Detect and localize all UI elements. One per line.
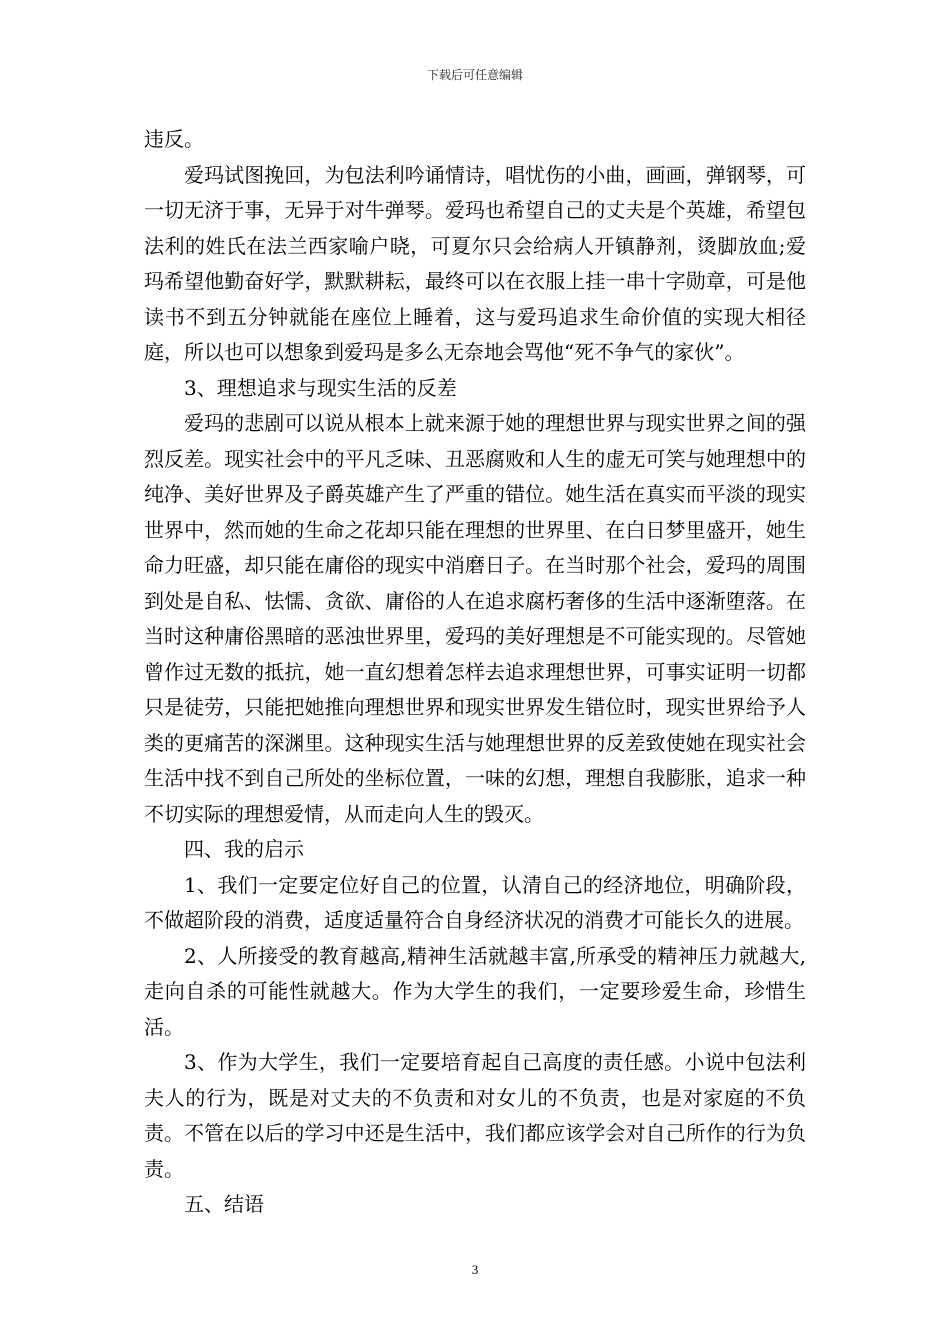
section-heading-inspiration: 四、我的启示 (184, 837, 304, 861)
paragraph-point-1: 1、我们一定要定位好自己的位置，认清自己的经济地位，明确阶段，不做超阶段的消费，适度适量符合自身经济状况的消费才可能长久的进展。 (144, 872, 806, 932)
section-heading-contrast: 3、理想追求与现实生活的反差 (184, 375, 457, 400)
document-body (144, 122, 806, 1223)
paragraph-tragedy: 爱玛的悲剧可以说从根本上就来源于她的理想世界与现实世界之间的强烈反差。现实社会中的平凡乏味、丑恶腐败和人生的虚无可笑与她理想中的纯净、美好世界及子爵英雄产生了严重的错位。她生活在真实而平淡的现实世界中，然而她的生命之花却只能在理想的世界里、在白日梦里盛开，她生命力旺盛，却只能在庸俗的现实中消磨日子。在当时那个社会，爱玛的周围到处是自私、怯懦、贪欲、庸俗的人在追求腐朽奢侈的生活中逐渐堕落。在当时这种庸俗黑暗的恶浊世界里，爱玛的美好理想是不可能实现的。尽管她曾作过无数的抵抗，她一直幻想着怎样去追求理想世界，可事实证明一切都只是徒劳，只能把她推向理想世界和现实世界发生错位时，现实世界给予人类的更痛苦的深渊里。这种现实生活与她理想世界的反差致使她在现实社会生活中找不到自己所处的坐标位置，一味的幻想，理想自我膨胀，追求一种不切实际的理想爱情，从而走向人生的毁灭。 (144, 411, 806, 826)
section-heading-conclusion: 五、结语 (184, 1192, 264, 1216)
page-number: 3 (471, 1262, 479, 1277)
paragraph-point-2: 2、人所接受的教育越高,精神生活就越丰富,所承受的精神压力就越大,走向自杀的可能性就越大。作为大学生的我们，一定要珍爱生命，珍惜生活。 (144, 943, 806, 1039)
paragraph-continuation: 违反。 (144, 127, 204, 151)
paragraph-point-3: 3、作为大学生，我们一定要培育起自己高度的责任感。小说中包法利夫人的行为，既是对丈夫的不负责和对女儿的不负责，也是对家庭的不负责。不管在以后的学习中还是生活中，我们都应该学会对自己所作的行为负责。 (144, 1050, 806, 1181)
paragraph-emma-efforts: 爱玛试图挽回，为包法利吟诵情诗，唱忧伤的小曲，画画，弹钢琴，可一切无济于事，无异于对牛弹琴。爱玛也希望自己的丈夫是个英雄，希望包法利的姓氏在法兰西家喻户晓，可夏尔只会给病人开镇静剂，烫脚放血;爱玛希望他勤奋好学，默默耕耘，最终可以在衣服上挂一串十字勋章，可是他读书不到五分钟就能在座位上睡着，这与爱玛追求生命价值的实现大相径庭，所以也可以想象到爱玛是多么无奈地会骂他“死不争气的家伙”。 (144, 162, 806, 364)
page-header: 下载后可任意编辑 (426, 68, 523, 82)
